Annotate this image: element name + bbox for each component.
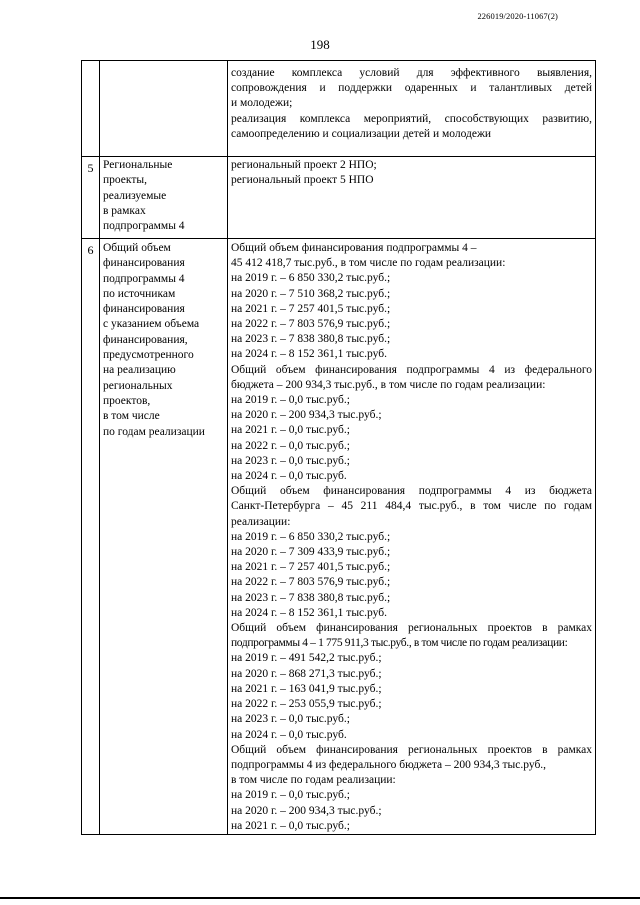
content-line: на 2021 г. – 0,0 тыс.руб.; (231, 424, 350, 437)
content-line: на 2021 г. – 7 257 401,5 тыс.руб.; (231, 302, 391, 315)
content-line: в том числе по годам реализации: (231, 774, 396, 787)
label-line: подпрограммы 4 (103, 220, 185, 233)
content-line: реализации: (231, 515, 291, 528)
label-line: финансирования, (103, 333, 188, 346)
content-line: Общий объем финансирования подпрограммы 4 – (231, 242, 477, 254)
content-line: на 2024 г. – 0,0 тыс.руб. (231, 728, 347, 741)
content-line: на 2019 г. – 0,0 тыс.руб.; (231, 394, 350, 407)
row-content-cell (228, 157, 596, 239)
content-line: и молодежи; (231, 97, 293, 110)
content-line: бюджета – 200 934,3 тыс.руб., в том числе по годам реализации: (231, 378, 546, 391)
label-line: на реализацию (103, 364, 176, 377)
content-line: на 2019 г. – 6 850 330,2 тыс.руб.; (231, 530, 391, 543)
content-line: на 2020 г. – 7 510 368,2 тыс.руб.; (231, 287, 391, 300)
content-line: на 2023 г. – 7 838 380,8 тыс.руб.; (231, 591, 391, 604)
content-line: на 2023 г. – 7 838 380,8 тыс.руб.; (231, 333, 391, 346)
content-line: региональный проект 5 НПО (231, 174, 374, 187)
content-line: на 2019 г. – 0,0 тыс.руб.; (231, 789, 350, 802)
label-line: Общий объем (103, 242, 171, 254)
content-line: на 2020 г. – 200 934,3 тыс.руб.; (231, 804, 382, 817)
label-line: проекты, (103, 174, 147, 187)
row-number-cell (82, 61, 100, 157)
bottom-rule (0, 897, 640, 899)
content-line: на 2020 г. – 200 934,3 тыс.руб.; (231, 409, 382, 422)
content-line: подпрограммы 4 – 1 775 911,3 тыс.руб., в том числе по годам реализации: (231, 637, 568, 650)
content-line: на 2021 г. – 163 041,9 тыс.руб.; (231, 682, 382, 695)
label-line: подпрограммы 4 (103, 272, 185, 285)
content-line: 45 412 418,7 тыс.руб., в том числе по годам реализации: (231, 257, 506, 270)
table-row (82, 239, 596, 835)
row-content-cell (228, 61, 596, 157)
label-line: в том числе (103, 410, 160, 423)
row-number-cell: 6 (82, 239, 100, 835)
row-number-cell: 5 (82, 157, 100, 239)
content-line: Общий объем финансирования подпрограммы 4 из федерального (231, 363, 592, 376)
content-line: Общий объем финансирования региональных проектов в рамках (231, 622, 592, 635)
content-line: на 2021 г. – 7 257 401,5 тыс.руб.; (231, 561, 391, 574)
row-label-cell (100, 61, 228, 157)
content-line: на 2020 г. – 7 309 433,9 тыс.руб.; (231, 546, 391, 559)
table-row (82, 157, 596, 239)
page-number: 198 (310, 37, 330, 52)
content-line: на 2019 г. – 491 542,2 тыс.руб.; (231, 652, 382, 665)
label-line: финансирования (103, 257, 185, 270)
label-line: реализуемые (103, 189, 167, 202)
content-line: создание комплекса условий для эффективного выявления, (231, 67, 592, 79)
label-line: проектов, (103, 394, 151, 407)
content-line: на 2022 г. – 253 055,9 тыс.руб.; (231, 698, 382, 711)
content-line: реализация комплекса мероприятий, способствующих развитию, (231, 112, 592, 125)
content-line: на 2019 г. – 6 850 330,2 тыс.руб.; (231, 272, 391, 285)
content-line: на 2021 г. – 0,0 тыс.руб.; (231, 819, 350, 832)
content-line: Общий объем финансирования подпрограммы 4 из бюджета (231, 485, 592, 498)
content-line: Санкт-Петербурга – 45 211 484,4 тыс.руб., в том числе по годам (231, 500, 592, 513)
label-line: Региональные (103, 159, 173, 171)
content-line: на 2022 г. – 7 803 576,9 тыс.руб.; (231, 576, 391, 589)
row-label-cell (100, 157, 228, 239)
table-row (82, 61, 596, 157)
content-line: сопровождения и поддержки одаренных и талантливых детей (231, 82, 592, 95)
label-line: с указанием объема (103, 318, 200, 331)
content-line: Общий объем финансирования региональных проектов в рамках (231, 743, 592, 756)
content-line: на 2022 г. – 0,0 тыс.руб.; (231, 439, 350, 452)
content-line: на 2023 г. – 0,0 тыс.руб.; (231, 713, 350, 726)
label-line: по источникам (103, 287, 176, 300)
subprogram-table (81, 60, 596, 835)
label-line: региональных (103, 379, 173, 392)
content-line: на 2020 г. – 868 271,3 тыс.руб.; (231, 667, 382, 680)
label-line: финансирования (103, 303, 185, 316)
content-line: подпрограммы 4 из федерального бюджета – 200 934,3 тыс.руб., (231, 758, 547, 771)
content-line: на 2022 г. – 7 803 576,9 тыс.руб.; (231, 318, 391, 331)
label-line: в рамках (103, 204, 146, 217)
content-line: на 2024 г. – 0,0 тыс.руб. (231, 470, 347, 483)
document-id: 226019/2020-11067(2) (477, 11, 558, 21)
content-line: на 2023 г. – 0,0 тыс.руб.; (231, 454, 350, 467)
content-line: региональный проект 2 НПО; (231, 159, 377, 171)
content-line: на 2024 г. – 8 152 361,1 тыс.руб. (231, 348, 387, 361)
label-line: по годам реализации (103, 425, 205, 438)
content-line: на 2024 г. – 8 152 361,1 тыс.руб. (231, 606, 387, 619)
content-line: самоопределению и социализации детей и молодежи (231, 127, 492, 140)
label-line: предусмотренного (103, 349, 194, 362)
row-content-cell (228, 239, 596, 835)
row-label-cell (100, 239, 228, 835)
